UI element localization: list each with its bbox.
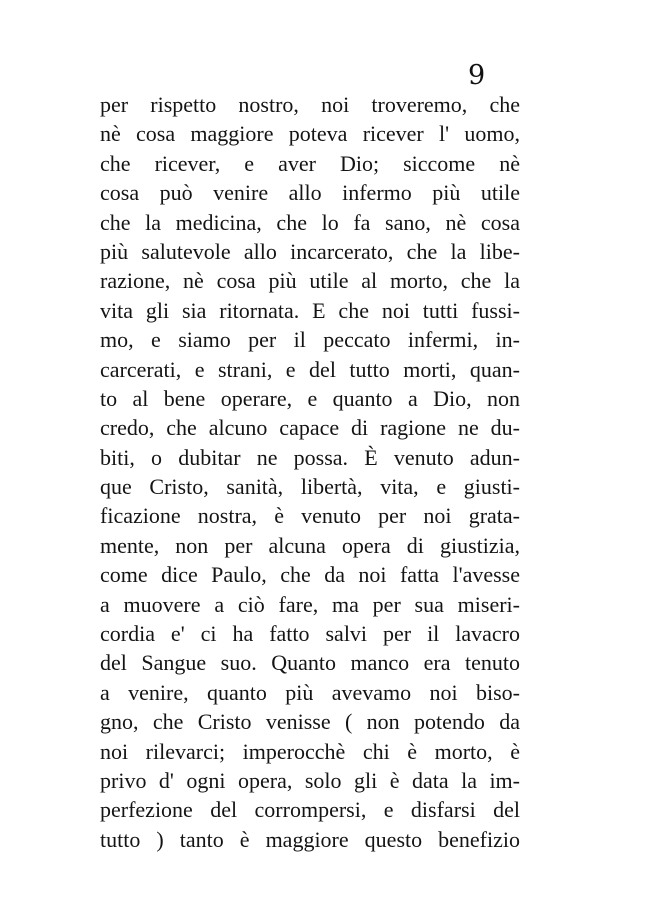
text-line: più salutevole allo incarcerato, che la libe- bbox=[100, 238, 520, 264]
text-line: cordia e' ci ha fatto salvi per il lavacro bbox=[100, 621, 520, 647]
text-line: gno, che Cristo venisse ( non potendo da bbox=[100, 709, 520, 735]
text-line: a venire, quanto più avevamo noi biso- bbox=[100, 679, 520, 705]
page-number: 9 bbox=[468, 60, 486, 91]
text-line: mente, non per alcuna opera di giustizia, bbox=[100, 532, 520, 558]
text-line: to al bene operare, e quanto a Dio, non bbox=[100, 385, 520, 411]
text-line: a muovere a ciò fare, ma per sua miseri- bbox=[100, 591, 520, 617]
text-line: mo, e siamo per il peccato infermi, in- bbox=[100, 327, 520, 353]
text-line: tutto ) tanto è maggiore questo benefizio bbox=[100, 826, 520, 852]
text-line: ficazione nostra, è venuto per noi grata- bbox=[100, 503, 520, 529]
text-line: razione, nè cosa più utile al morto, che la bbox=[100, 268, 520, 294]
text-line: credo, che alcuno capace di ragione ne du- bbox=[100, 415, 520, 441]
text-line: che ricever, e aver Dio; siccome nè bbox=[100, 150, 520, 176]
text-line: che la medicina, che lo fa sano, nè cosa bbox=[100, 209, 520, 235]
text-line: come dice Paulo, che da noi fatta l'avesse bbox=[100, 562, 520, 588]
text-line: perfezione del corrompersi, e disfarsi del bbox=[100, 797, 520, 823]
text-line: del Sangue suo. Quanto manco era tenuto bbox=[100, 650, 520, 676]
text-line: biti, o dubitar ne possa. È venuto adun- bbox=[100, 444, 520, 470]
text-line: cosa può venire allo infermo più utile bbox=[100, 180, 520, 206]
text-line: carcerati, e strani, e del tutto morti, quan- bbox=[100, 356, 520, 382]
text-line: vita gli sia ritornata. E che noi tutti fussi- bbox=[100, 297, 520, 323]
text-line: que Cristo, sanità, libertà, vita, e giusti- bbox=[100, 474, 520, 500]
page-body-text bbox=[100, 90, 520, 854]
text-line: privo d' ogni opera, solo gli è data la im- bbox=[100, 767, 520, 793]
text-line: noi rilevarci; imperocchè chi è morto, è bbox=[100, 738, 520, 764]
text-line: nè cosa maggiore poteva ricever l' uomo, bbox=[100, 121, 520, 147]
text-line: per rispetto nostro, noi troveremo, che bbox=[100, 92, 520, 117]
